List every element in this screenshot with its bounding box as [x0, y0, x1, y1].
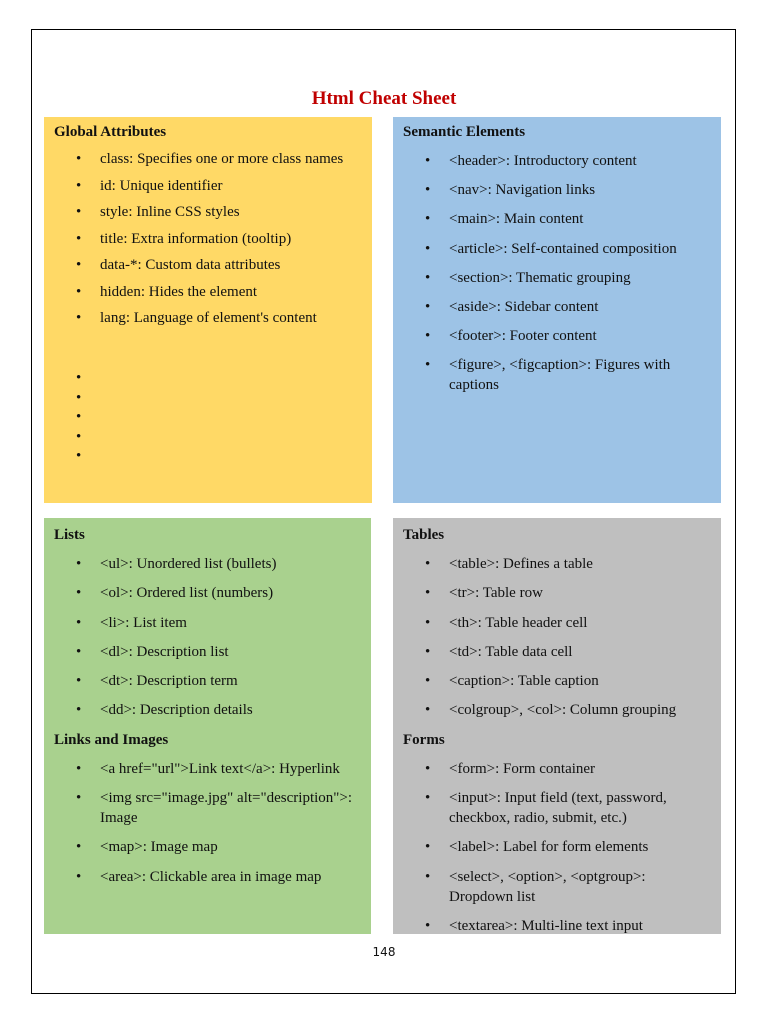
list-item: • style: Inline CSS styles — [54, 202, 364, 222]
list-item: • <li>: List item — [54, 613, 363, 633]
global-attributes-heading: Global Attributes — [54, 124, 167, 140]
list-item: • class: Specifies one or more class names — [54, 149, 364, 169]
list-item: • <main>: Main content — [403, 209, 713, 229]
page-number: 148 — [372, 945, 396, 959]
list-item: • lang: Language of element's content — [54, 308, 364, 328]
semantic-elements-heading: Semantic Elements — [403, 124, 526, 140]
global-attributes-panel — [44, 117, 372, 503]
list-item: • <td>: Table data cell — [403, 642, 713, 662]
list-item: • id: Unique identifier — [54, 176, 364, 196]
list-item: • data-*: Custom data attributes — [54, 255, 364, 275]
list-item: • <tr>: Table row — [403, 583, 713, 603]
list-item: • <form>: Form container — [403, 759, 713, 779]
semantic-elements-panel — [393, 117, 721, 503]
tables-heading: Tables — [403, 527, 445, 543]
tables-panel — [393, 518, 721, 934]
empty-bullet-list — [54, 368, 364, 466]
list-item: • <img src="image.jpg" alt="description">: Image — [54, 788, 363, 828]
list-item: • <textarea>: Multi-line text input — [403, 916, 713, 936]
list-item: • hidden: Hides the element — [54, 282, 364, 302]
lists-panel — [44, 518, 371, 934]
list-item: • <colgroup>, <col>: Column grouping — [403, 700, 713, 720]
semantic-elements-list — [403, 151, 713, 395]
list-item: • <a href="url">Link text</a>: Hyperlink — [54, 759, 363, 779]
list-item: • <article>: Self-contained composition — [403, 239, 713, 259]
list-item: • <header>: Introductory content — [403, 151, 713, 171]
links-images-heading: Links and Images — [54, 731, 169, 748]
list-item: • <input>: Input field (text, password, checkbox, radio, submit, etc.) — [403, 788, 713, 828]
lists-heading: Lists — [54, 527, 85, 543]
list-item: • <dd>: Description details — [54, 700, 363, 720]
list-item: • <figure>, <figcaption>: Figures with captions — [403, 355, 713, 395]
list-item: • <map>: Image map — [54, 837, 363, 857]
list-item: • <dl>: Description list — [54, 642, 363, 662]
list-item: • <ul>: Unordered list (bullets) — [54, 554, 363, 574]
page-title: Html Cheat Sheet — [311, 88, 457, 109]
empty-list-item — [54, 407, 364, 427]
list-item: • <section>: Thematic grouping — [403, 268, 713, 288]
list-item: • <label>: Label for form elements — [403, 837, 713, 857]
lists-list — [54, 554, 363, 720]
empty-list-item — [54, 446, 364, 466]
list-item: • <dt>: Description term — [54, 671, 363, 691]
forms-heading: Forms — [403, 731, 445, 748]
list-item: • <select>, <option>, <optgroup>: Dropdown list — [403, 867, 713, 907]
list-item: • <footer>: Footer content — [403, 326, 713, 346]
list-item: • <table>: Defines a table — [403, 554, 713, 574]
links-images-list — [54, 759, 363, 887]
forms-list — [403, 759, 713, 936]
list-item: • title: Extra information (tooltip) — [54, 229, 364, 249]
empty-list-item — [54, 388, 364, 408]
list-item: • <area>: Clickable area in image map — [54, 867, 363, 887]
global-attributes-list — [54, 149, 364, 328]
list-item: • <nav>: Navigation links — [403, 180, 713, 200]
list-item: • <aside>: Sidebar content — [403, 297, 713, 317]
list-item: • <ol>: Ordered list (numbers) — [54, 583, 363, 603]
empty-list-item — [54, 427, 364, 447]
list-item: • <caption>: Table caption — [403, 671, 713, 691]
tables-list — [403, 554, 713, 720]
list-item: • <th>: Table header cell — [403, 613, 713, 633]
empty-list-item — [54, 368, 364, 388]
